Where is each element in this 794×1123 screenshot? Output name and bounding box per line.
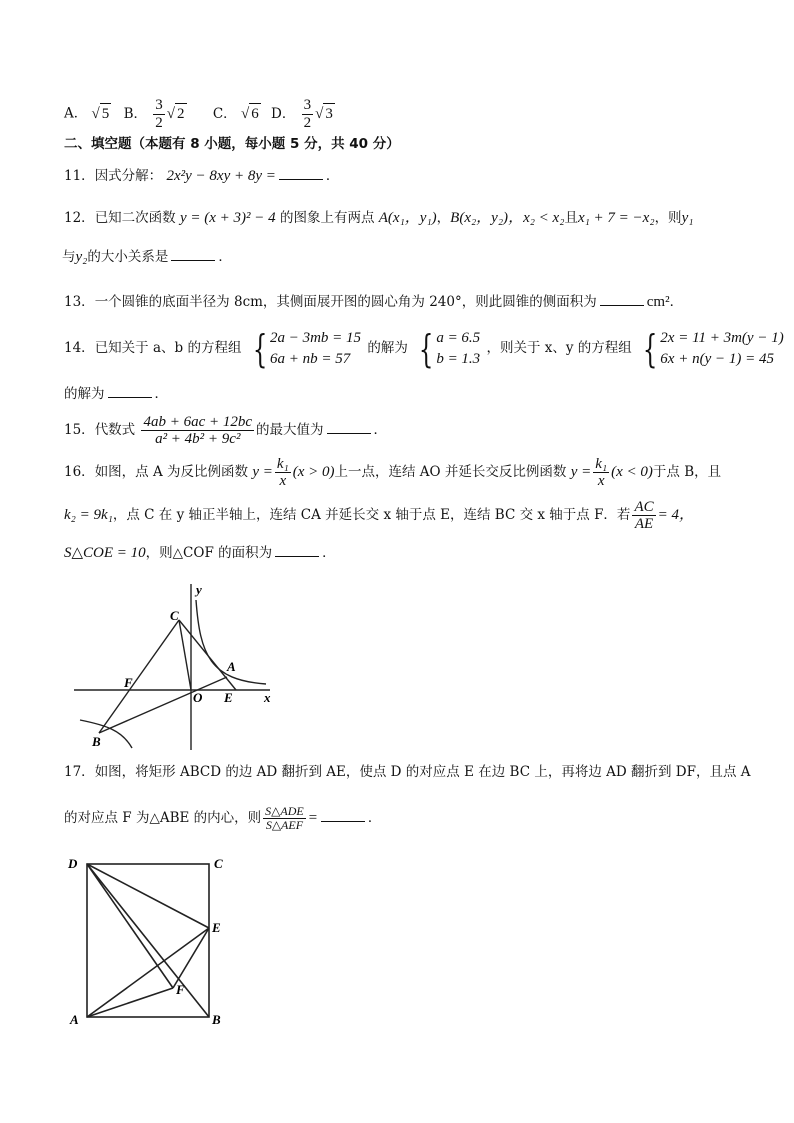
q16-func2-frac: $\frac{\text{k₁}}{x}$ <box>595 455 608 489</box>
q13-end: ． <box>669 294 684 310</box>
q13-number: 13． <box>64 294 95 310</box>
q12-number: 12． <box>64 210 95 226</box>
segment-ca <box>179 620 236 690</box>
q16-ratio: $\frac{AC}{AE}$ <box>634 498 654 532</box>
q14-text1: 已知关于 a、b 的方程组 <box>94 340 242 356</box>
option-a-value: √ 5 <box>92 103 112 124</box>
q11-end: ． <box>325 168 340 184</box>
q10-options <box>64 97 335 131</box>
q12-end: ． <box>218 249 232 265</box>
option-d-fraction: $\frac{3}{2}$ <box>303 97 312 131</box>
segment-af <box>87 988 173 1017</box>
label-b: B <box>92 734 101 749</box>
q16-text5: ，则△COF 的面积为 <box>145 545 273 561</box>
label-e: E <box>224 690 233 705</box>
q12-text2: 的图象上有两点 <box>279 210 375 226</box>
q12-text4: ，则 <box>654 210 682 226</box>
q16-func1-lhs: y = <box>252 464 273 480</box>
q12-text3: 且 <box>564 210 578 226</box>
label-c: C <box>214 856 223 871</box>
q17-text1: 如图，将矩形 ABCD 的边 AD 翻折到 AE，使点 D 的对应点 E 在边 BC 上，再将边 AD 翻折到 DF，且点 A <box>94 764 751 780</box>
option-d-root: √ 3 <box>315 103 335 124</box>
question-11 <box>64 165 339 186</box>
q16-func1-domain: (x > 0) <box>292 464 335 480</box>
q12-y2: y₂ <box>75 249 88 265</box>
question-13 <box>64 291 683 312</box>
q16-end: ． <box>322 545 336 561</box>
q17-figure <box>62 848 242 1033</box>
q15-number: 15． <box>64 422 95 438</box>
q16-func1-frac: $\frac{\text{k₁}}{x}$ <box>276 455 289 489</box>
q14-number: 14． <box>64 340 95 356</box>
section-heading: 二、填空题（本题有 8 小题，每小题 5 分，共 40 分） <box>64 136 400 152</box>
option-c-label: C． <box>212 105 237 122</box>
option-a-label: A． <box>64 105 88 122</box>
option-b-fraction: $\frac{3}{2}$ <box>155 97 163 131</box>
option-b-root: √ 2 <box>167 103 187 124</box>
segment-de <box>87 864 209 928</box>
option-b-label: B． <box>123 105 147 122</box>
q16-text4: ，点 C 在 y 轴正半轴上，连结 CA 并延长交 x 轴于点 E，连结 BC 交 x 轴于点 F．若 <box>112 507 631 523</box>
q14-end: ． <box>154 386 168 402</box>
label-o: O <box>193 690 203 705</box>
q11-number: 11． <box>64 168 95 184</box>
q16-figure <box>70 580 290 755</box>
q17-end: ． <box>367 810 382 826</box>
label-b: B <box>212 1012 221 1027</box>
q16-k-relation: k₂ = 9k₁ <box>64 507 113 523</box>
q12-text1: 已知二次函数 <box>94 210 176 226</box>
q16-ratio-value: = 4， <box>657 507 694 523</box>
label-a: A <box>70 1012 79 1027</box>
q15-end: ． <box>373 422 388 438</box>
question-15 <box>64 410 387 450</box>
q12-point-b: B(x₂，y₂) <box>450 210 509 226</box>
q14-text3: ，则关于 x、y 的方程组 <box>486 340 632 356</box>
q17-equals: = <box>307 810 318 826</box>
q12-y1: y₁ <box>681 210 694 226</box>
q15-fraction: $\frac{4ab + 6ac + 12bc}{\text{a² + 4b² + 9c²}}$ <box>143 413 253 447</box>
label-a: A <box>227 659 236 674</box>
q16-text2: 上一点，连结 AO 并延长交反比例函数 <box>334 464 567 480</box>
label-x: x <box>264 690 271 705</box>
q17-ratio: $\frac{\text{S△ADE}}{\text{S△AEF}}$ <box>265 803 304 832</box>
q14-answer-blank[interactable] <box>108 383 152 398</box>
q16-number: 16． <box>64 464 95 480</box>
q12-answer-blank[interactable] <box>171 246 215 261</box>
q17-number: 17． <box>64 764 95 780</box>
label-f: F <box>176 982 185 997</box>
q17-answer-blank[interactable] <box>321 807 365 822</box>
label-y: y <box>196 582 202 597</box>
label-c: C <box>170 608 179 623</box>
question-16-line2 <box>64 495 694 535</box>
q16-text3: 于点 B，且 <box>652 464 722 480</box>
q16-area-given: S△COE = 10 <box>64 545 146 561</box>
q14-solution: { a = 6.5 b = 1.3 <box>418 326 481 371</box>
q12-function: y = (x + 3)² − 4 <box>179 210 276 226</box>
q17-text2: 的对应点 F 为△ABE 的内心，则 <box>64 810 262 826</box>
segment-df <box>87 864 173 988</box>
option-c-value: √ 6 <box>241 103 261 124</box>
question-16 <box>64 452 721 492</box>
q14-system2: { 2x = 11 + 3m(y − 1) 6x + n(y − 1) = 45 <box>642 326 784 371</box>
q11-answer-blank[interactable] <box>279 165 323 180</box>
segment-cf-ext <box>179 620 191 690</box>
q15-text1: 代数式 <box>94 422 136 438</box>
q14-system1: { 2a − 3mb = 15 6a + nb = 57 <box>252 326 362 371</box>
q12-condition2: x₁ + 7 = −x₂ <box>577 210 655 226</box>
q15-answer-blank[interactable] <box>327 419 371 434</box>
q12-sep: ， <box>436 210 451 226</box>
q13-unit: cm² <box>646 294 670 310</box>
question-12-line2 <box>62 246 232 267</box>
q11-expression: 2x²y − 8xy + 8y = <box>166 168 276 184</box>
q11-text: 因式分解： <box>94 168 163 184</box>
option-d-label: D． <box>271 105 296 122</box>
q12-line2-text2: 的大小关系是 <box>87 249 169 265</box>
question-16-line3 <box>64 542 336 563</box>
question-14-line2 <box>64 383 168 404</box>
q12-condition1: ，x₂ < x₂ <box>508 210 565 226</box>
q16-func2-lhs: y = <box>570 464 592 480</box>
question-14 <box>64 328 786 369</box>
question-17-line2 <box>64 798 381 838</box>
label-f: F <box>124 675 133 690</box>
q14-line2: 的解为 <box>64 386 105 402</box>
question-12 <box>64 208 693 228</box>
q13-text: 一个圆锥的底面半径为 8cm，其侧面展开图的圆心角为 240°，则此圆锥的侧面积为 <box>94 294 597 310</box>
label-d: D <box>68 856 78 871</box>
q15-text2: 的最大值为 <box>256 422 324 438</box>
q14-text2: 的解为 <box>367 340 408 356</box>
q16-text1: 如图，点 A 为反比例函数 <box>94 464 249 480</box>
question-17 <box>64 762 751 782</box>
q12-line2-text: 与 <box>62 249 76 265</box>
q13-answer-blank[interactable] <box>600 291 644 306</box>
q16-answer-blank[interactable] <box>275 542 319 557</box>
label-e: E <box>212 920 221 935</box>
q12-point-a: A(x₁，y₁) <box>378 210 437 226</box>
q16-func2-domain: (x < 0) <box>611 464 653 480</box>
